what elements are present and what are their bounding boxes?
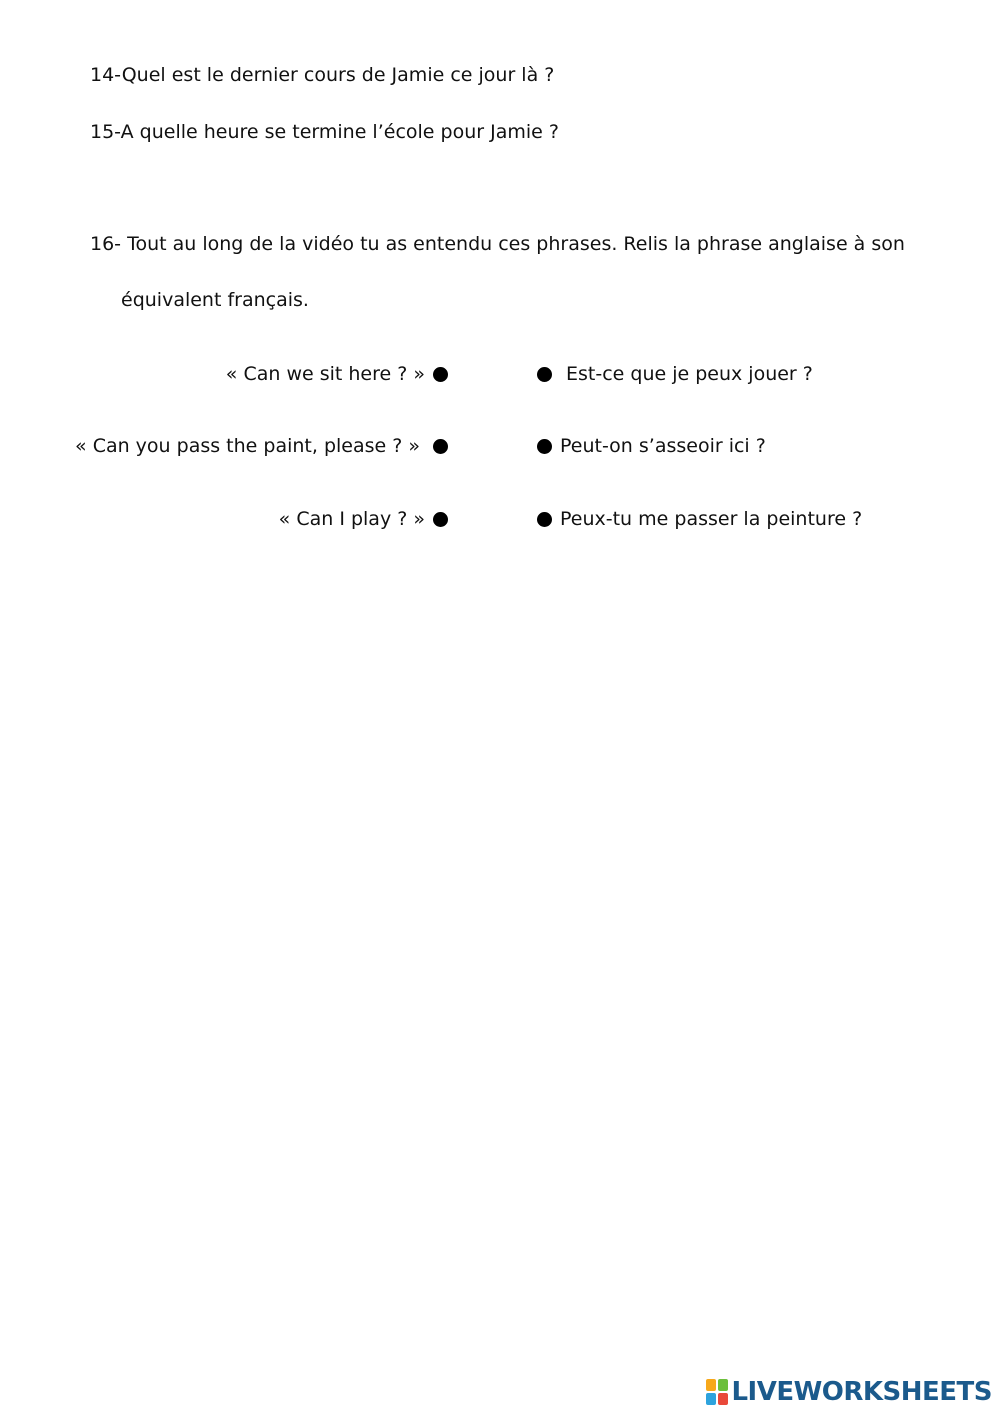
french-phrase-2-text: Peut-on s’asseoir ici ? — [560, 435, 766, 457]
match-dot-right-2[interactable] — [537, 439, 552, 454]
french-phrase-3 — [537, 507, 862, 531]
question-15: 15-A quelle heure se termine l’école pour Jamie ? — [90, 121, 559, 143]
french-phrase-1 — [537, 362, 813, 386]
english-phrase-1-text: « Can we sit here ? » — [225, 363, 425, 385]
english-phrase-1 — [226, 362, 448, 386]
english-phrase-3 — [279, 507, 448, 531]
match-dot-left-3[interactable] — [433, 512, 448, 527]
french-phrase-3-text: Peux-tu me passer la peinture ? — [560, 508, 863, 530]
match-dot-right-3[interactable] — [537, 512, 552, 527]
liveworksheets-logo-icon — [706, 1379, 728, 1405]
french-phrase-1-text: Est-ce que je peux jouer ? — [566, 363, 813, 385]
english-phrase-2-text: « Can you pass the paint, please ? » — [75, 435, 420, 457]
match-dot-left-1[interactable] — [433, 367, 448, 382]
liveworksheets-logo-text: LIVEWORKSHEETS — [731, 1377, 992, 1407]
question-16-line-1: 16- Tout au long de la vidéo tu as entendu ces phrases. Relis la phrase anglaise à son — [90, 233, 905, 255]
match-dot-left-2[interactable] — [433, 439, 448, 454]
liveworksheets-logo — [706, 1377, 992, 1407]
match-dot-right-1[interactable] — [537, 367, 552, 382]
english-phrase-2 — [75, 434, 448, 458]
question-14: 14-Quel est le dernier cours de Jamie ce jour là ? — [90, 64, 555, 86]
english-phrase-3-text: « Can I play ? » — [278, 508, 425, 530]
french-phrase-2 — [537, 434, 766, 458]
question-16-line-2: équivalent français. — [121, 289, 309, 311]
